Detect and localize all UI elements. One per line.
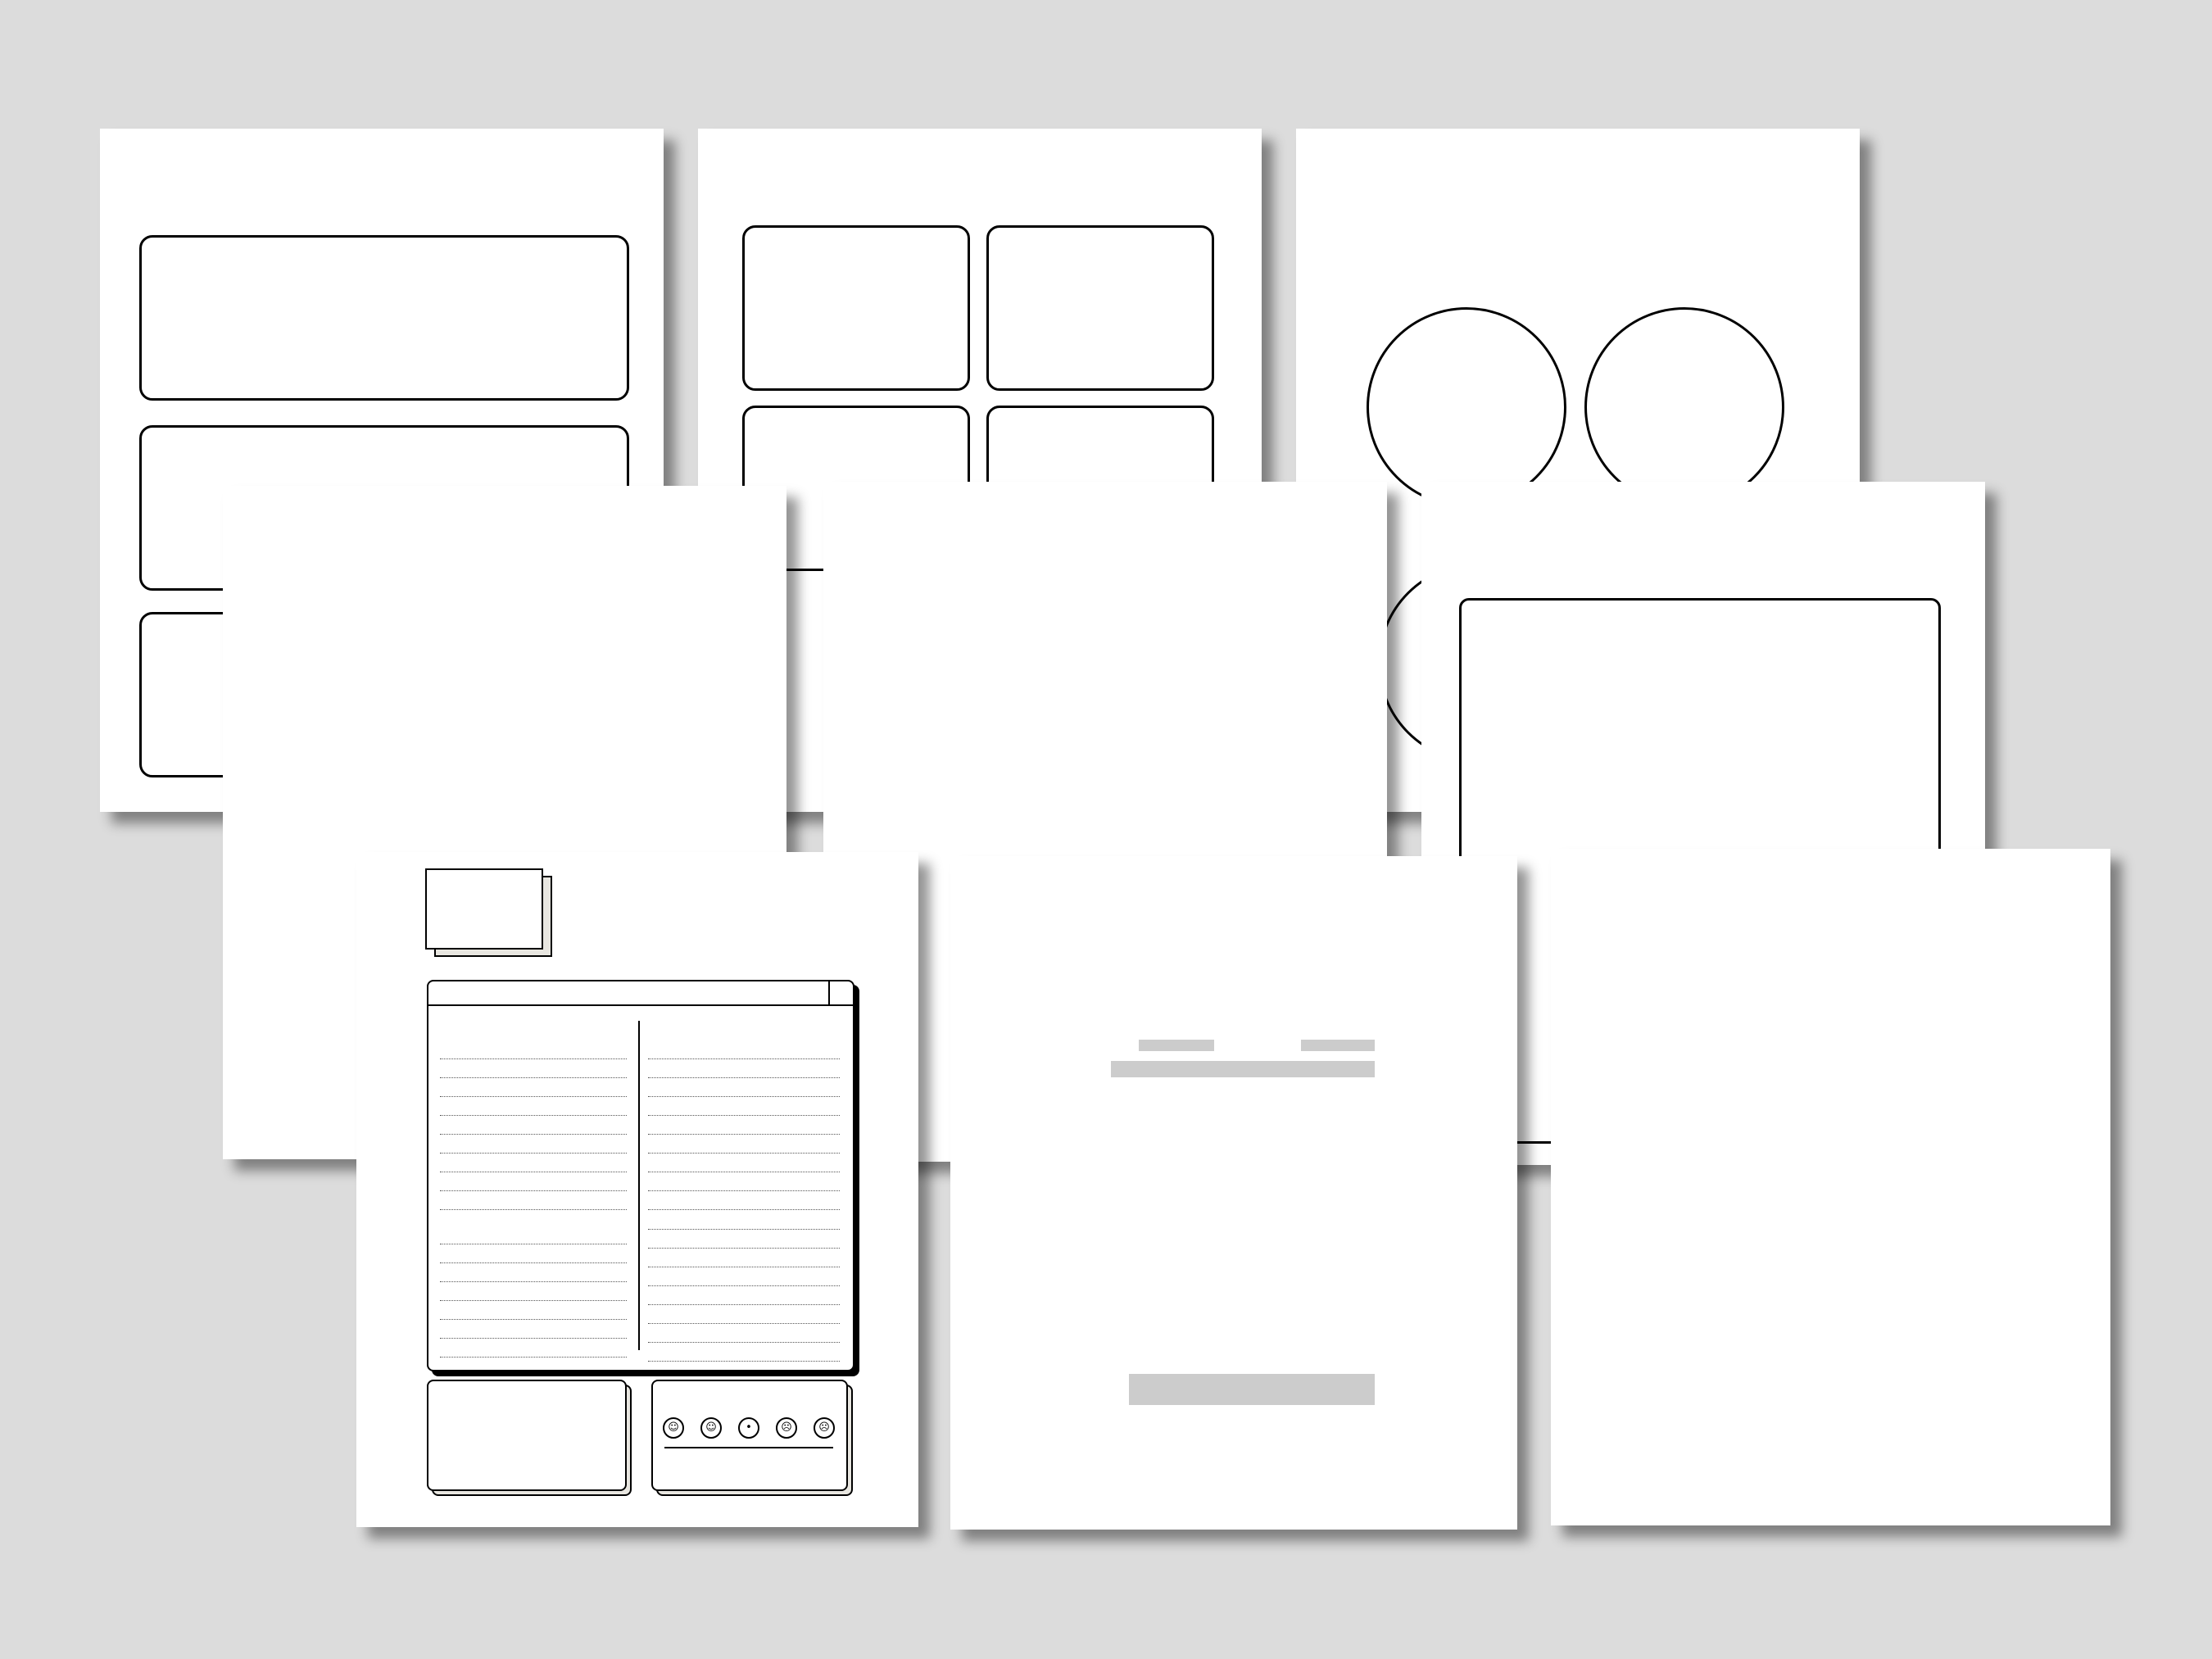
end-date-value — [1301, 1040, 1375, 1051]
window-titlebar — [428, 981, 853, 1006]
close-icon — [828, 981, 853, 1004]
face-sad-icon: ☹ — [776, 1417, 797, 1439]
lines-enforce — [648, 1040, 840, 1210]
face-very-happy-icon: ☺ — [663, 1417, 684, 1439]
page-habit-tracker — [950, 856, 1517, 1530]
question-box-1 — [742, 225, 970, 391]
feeling-box — [427, 1380, 627, 1491]
page-habit-grids — [1551, 849, 2110, 1525]
reasons-value — [1129, 1374, 1375, 1405]
lines-yes — [440, 1226, 627, 1358]
watermark — [1158, 1104, 1317, 1313]
checkin-window — [427, 980, 854, 1371]
bubble-circle-right — [1584, 307, 1784, 507]
digital-box — [139, 235, 629, 401]
lines-new — [648, 1211, 840, 1362]
lines-broken — [440, 1040, 627, 1210]
window-divider — [638, 1021, 640, 1350]
mood-scale-line — [664, 1447, 833, 1448]
mood-box — [651, 1380, 848, 1491]
face-very-sad-icon: ☹ — [814, 1417, 835, 1439]
checkin-tag — [425, 868, 543, 950]
face-neutral-icon: • — [738, 1417, 759, 1439]
bubble-circle-left — [1367, 307, 1566, 507]
habit-value — [1111, 1061, 1375, 1077]
page-weekly-checkin — [356, 852, 918, 1527]
start-date-value — [1139, 1040, 1214, 1051]
face-happy-icon: ☺ — [700, 1417, 722, 1439]
question-box-2 — [986, 225, 1214, 391]
